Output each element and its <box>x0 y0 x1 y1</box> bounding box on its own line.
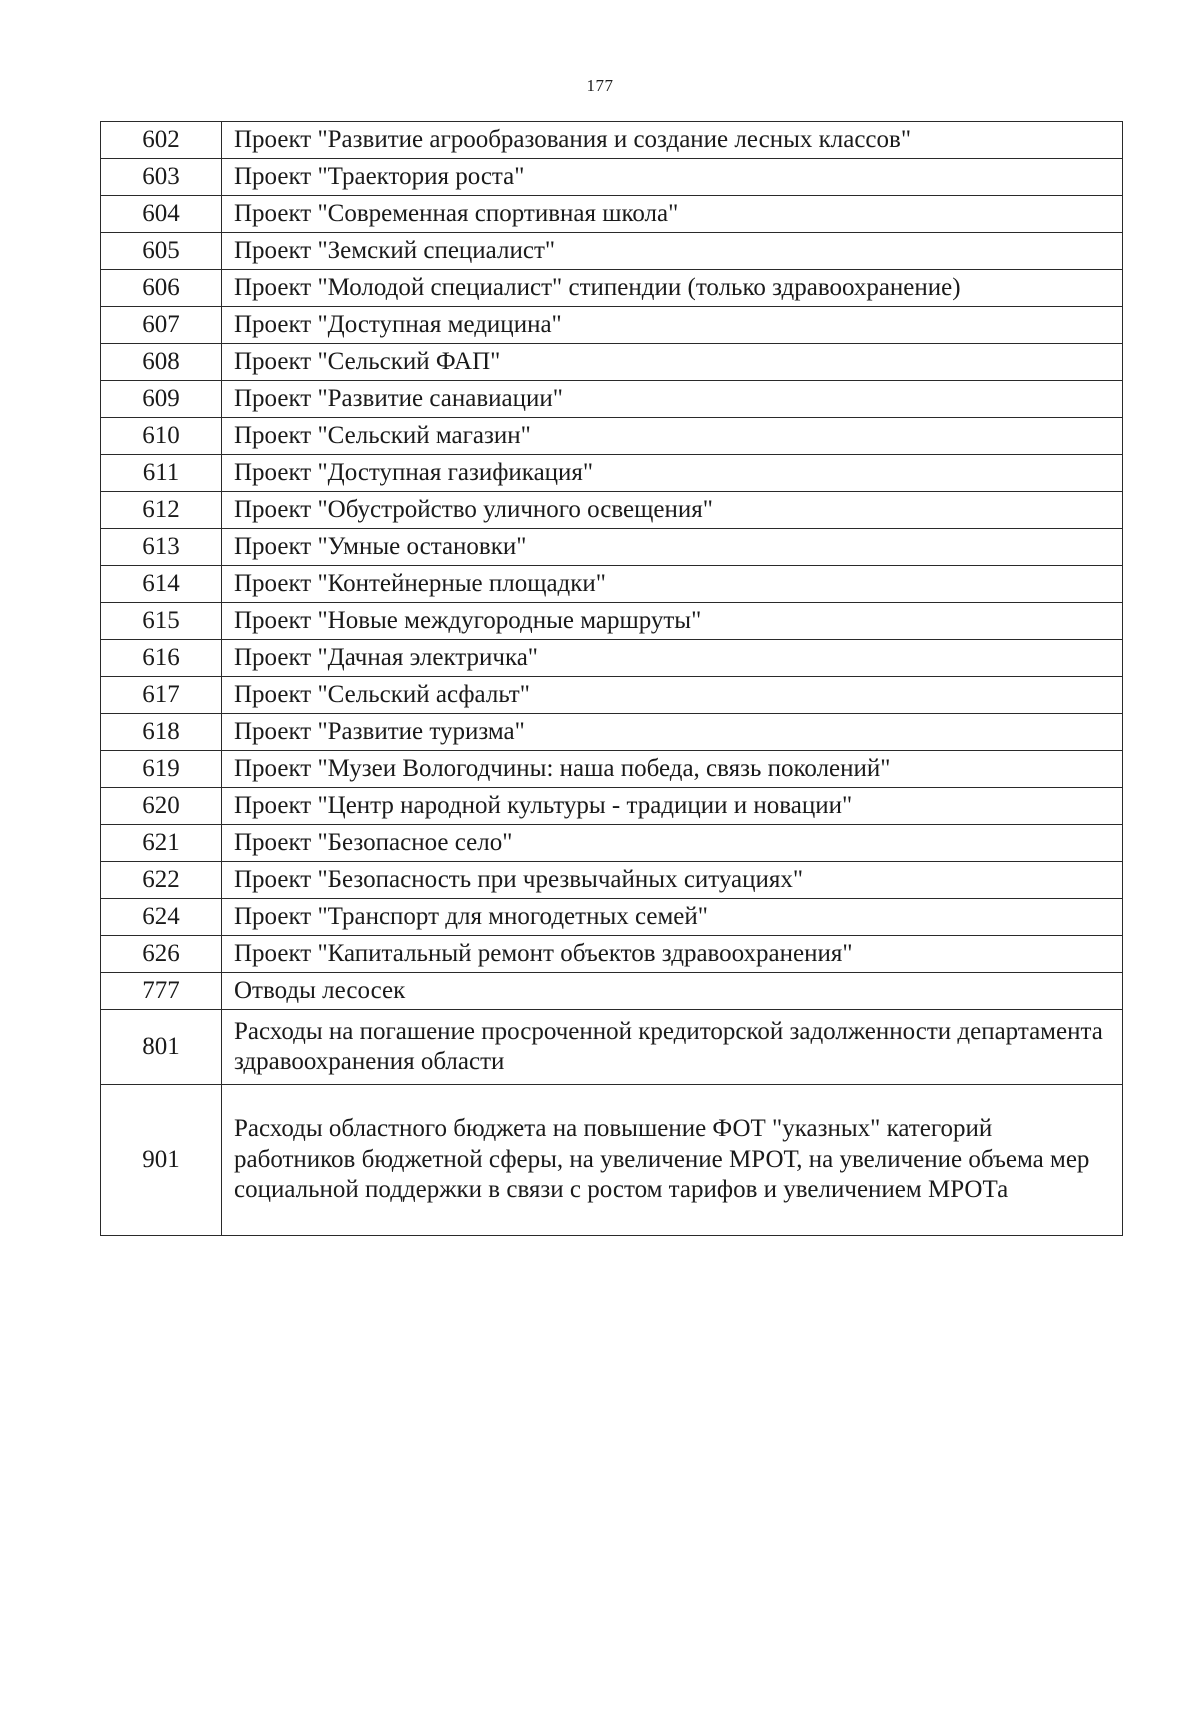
row-code: 613 <box>101 529 222 566</box>
table-row <box>101 418 1123 455</box>
row-code: 619 <box>101 751 222 788</box>
table-row <box>101 381 1123 418</box>
row-description: Проект "Современная спортивная школа" <box>222 196 1123 233</box>
row-description: Проект "Безопасное село" <box>222 825 1123 862</box>
row-description: Проект "Траектория роста" <box>222 159 1123 196</box>
row-description: Проект "Развитие туризма" <box>222 714 1123 751</box>
expense-code-table <box>100 121 1123 1236</box>
row-code: 622 <box>101 862 222 899</box>
table-row <box>101 122 1123 159</box>
row-description: Проект "Сельский ФАП" <box>222 344 1123 381</box>
table-row <box>101 788 1123 825</box>
row-description: Проект "Сельский асфальт" <box>222 677 1123 714</box>
table-row <box>101 159 1123 196</box>
row-code: 616 <box>101 640 222 677</box>
row-code: 602 <box>101 122 222 159</box>
row-description: Проект "Молодой специалист" стипендии (только здравоохранение) <box>222 270 1123 307</box>
row-code: 620 <box>101 788 222 825</box>
row-code: 612 <box>101 492 222 529</box>
row-description: Отводы лесосек <box>222 973 1123 1010</box>
table-row <box>101 492 1123 529</box>
row-description: Проект "Развитие агрообразования и создание лесных классов" <box>222 122 1123 159</box>
row-code: 621 <box>101 825 222 862</box>
row-description: Расходы областного бюджета на повышение ФОТ "указных" категорий работников бюджетной сферы, на увеличение МРОТ, на увеличение объема мер социальной поддержки в связи с ростом тарифов и увеличением МРОТа <box>222 1085 1123 1236</box>
row-description: Проект "Земский специалист" <box>222 233 1123 270</box>
row-code: 609 <box>101 381 222 418</box>
row-description: Проект "Сельский магазин" <box>222 418 1123 455</box>
table-row <box>101 751 1123 788</box>
table-row <box>101 344 1123 381</box>
table-row <box>101 973 1123 1010</box>
row-code: 618 <box>101 714 222 751</box>
table-row <box>101 1010 1123 1085</box>
row-code: 615 <box>101 603 222 640</box>
page-number: 177 <box>586 76 614 95</box>
row-code: 777 <box>101 973 222 1010</box>
table-row <box>101 603 1123 640</box>
row-description: Проект "Безопасность при чрезвычайных ситуациях" <box>222 862 1123 899</box>
row-description: Проект "Контейнерные площадки" <box>222 566 1123 603</box>
row-code: 603 <box>101 159 222 196</box>
table-row <box>101 862 1123 899</box>
row-description: Проект "Капитальный ремонт объектов здравоохранения" <box>222 936 1123 973</box>
row-code: 606 <box>101 270 222 307</box>
table-row <box>101 714 1123 751</box>
row-description: Проект "Обустройство уличного освещения" <box>222 492 1123 529</box>
row-code: 607 <box>101 307 222 344</box>
row-description: Проект "Развитие санавиации" <box>222 381 1123 418</box>
row-code: 605 <box>101 233 222 270</box>
row-description: Проект "Умные остановки" <box>222 529 1123 566</box>
table-row <box>101 455 1123 492</box>
row-description: Проект "Новые междугородные маршруты" <box>222 603 1123 640</box>
row-code: 604 <box>101 196 222 233</box>
row-code: 608 <box>101 344 222 381</box>
row-description: Расходы на погашение просроченной кредиторской задолженности департамента здравоохранения области <box>222 1010 1123 1085</box>
row-code: 610 <box>101 418 222 455</box>
table-row <box>101 233 1123 270</box>
row-code: 624 <box>101 899 222 936</box>
table-row <box>101 899 1123 936</box>
row-description: Проект "Доступная газификация" <box>222 455 1123 492</box>
row-description: Проект "Транспорт для многодетных семей" <box>222 899 1123 936</box>
table-row <box>101 529 1123 566</box>
row-description: Проект "Дачная электричка" <box>222 640 1123 677</box>
row-description: Проект "Центр народной культуры - традиции и новации" <box>222 788 1123 825</box>
table-row <box>101 825 1123 862</box>
row-description: Проект "Музеи Вологодчины: наша победа, связь поколений" <box>222 751 1123 788</box>
table-row <box>101 566 1123 603</box>
row-code: 617 <box>101 677 222 714</box>
table-row <box>101 307 1123 344</box>
table-row <box>101 936 1123 973</box>
table-row <box>101 1085 1123 1236</box>
row-code: 614 <box>101 566 222 603</box>
table-row <box>101 196 1123 233</box>
row-code: 801 <box>101 1010 222 1085</box>
row-code: 626 <box>101 936 222 973</box>
table-row <box>101 270 1123 307</box>
row-description: Проект "Доступная медицина" <box>222 307 1123 344</box>
table-row <box>101 677 1123 714</box>
row-code: 901 <box>101 1085 222 1236</box>
row-code: 611 <box>101 455 222 492</box>
table-row <box>101 640 1123 677</box>
